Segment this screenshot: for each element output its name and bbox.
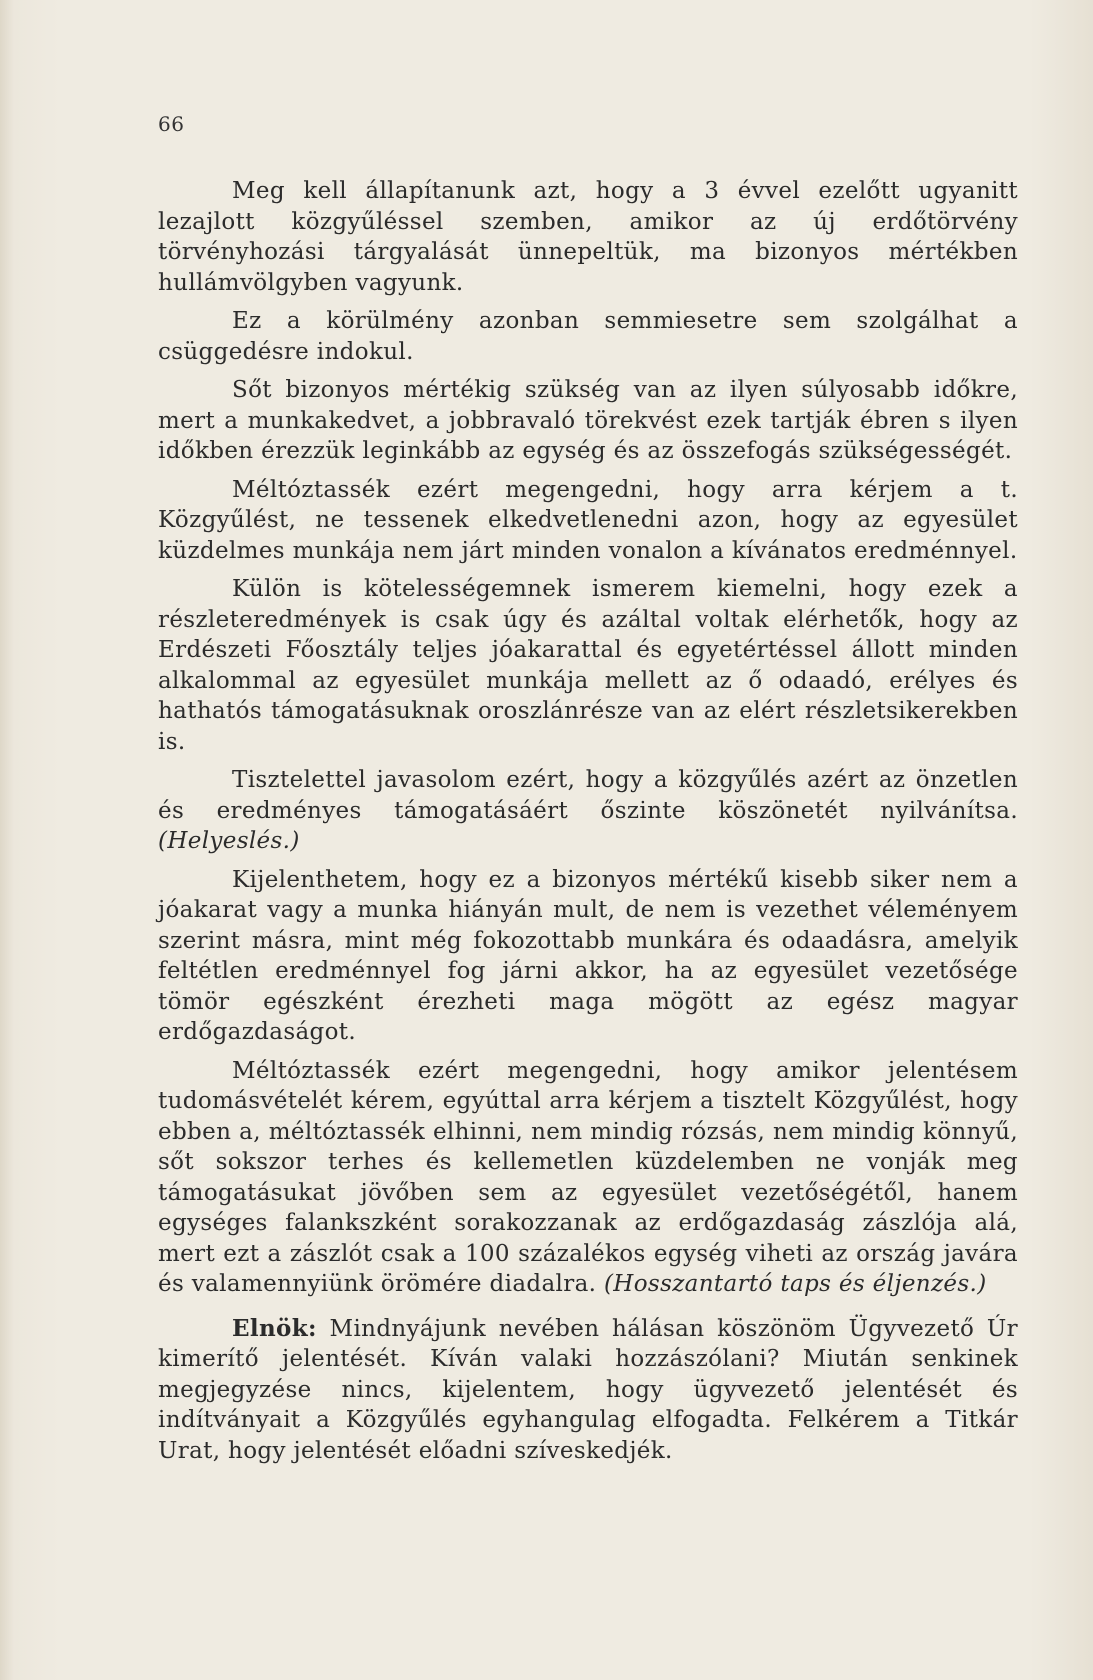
paragraph-9-text: Mindnyájunk nevében hálásan köszönöm Ügyvezető Úr kimerítő jelentését. Kíván valaki hozzászólani? Miután senkinek megjegyzése nincs, kijelentem, hogy ügyvezető jelentését és indítványait a Közgyűlés egyhangulag elfogadta. Felkérem a Titkár Urat, hogy jelentését előadni szíveskedjék.: [158, 1315, 1018, 1464]
paragraph-8-text: Méltóztassék ezért megengedni, hogy amikor jelentésem tudomásvételét kérem, egyúttal arra kérjem a tisztelt Közgyűlést, hogy ebben a, méltóztassék elhinni, nem mindig rózsás, nem mindig könnyű, sőt sokszor terhes és kellemetlen küzdelemben ne vonják meg támogatásukat jövőben sem az egyesület vezetőségétől, hanem egységes falankszként sorakozzanak az erdőgazdaság zászlója alá, mert ezt a zászlót csak a 100 százalékos egység viheti az ország javára és valamennyiünk örömére diadalra.: [158, 1057, 1018, 1297]
applause-note-1: (Helyeslés.): [158, 828, 300, 854]
applause-note-2: (Hosszantartó taps és éljenzés.): [603, 1271, 987, 1297]
paragraph-3: Sőt bizonyos mértékig szükség van az ilyen súlyosabb időkre, mert a munkakedvet, a jobbravaló törekvést ezek tartják ébren s ilyen időkben érezzük leginkább az egység és az összefogás szükségességét.: [158, 377, 1018, 464]
page-number: 66: [158, 112, 185, 136]
paragraph-4: Méltóztassék ezért megengedni, hogy arra kérjem a t. Közgyűlést, ne tessenek elkedvetlenedni azon, hogy az egyesület küzdelmes munkája nem járt minden vonalon a kívánatos eredménnyel.: [158, 476, 1018, 564]
paragraph-7: Kijelenthetem, hogy ez a bizonyos mértékű kisebb siker nem a jóakarat vagy a munka hiányán mult, de nem is vezethet véleményem szerint másra, mint még fokozottabb munkára és odaadásra, amelyik feltétlen eredménnyel fog járni akkor, ha az egyesület vezetősége tömör egészként érezheti maga mögött az egész magyar erdőgazdaságot.: [158, 866, 1018, 1045]
paragraph-8: [158, 1056, 1018, 1300]
paragraph-1: Meg kell állapítanunk azt, hogy a 3 évvel ezelőtt ugyanitt lezajlott közgyűléssel szemben, amikor az új erdőtörvény törvényhozási tárgyalását ünnepeltük, ma bizonyos mértékben hullámvölgyben vagyunk.: [158, 178, 1018, 296]
paragraph-5: Külön is kötelességemnek ismerem kiemelni, hogy ezek a részleteredmények is csak úgy és azáltal voltak elérhetők, hogy az Erdészeti Főosztály teljes jóakarattal és egyetértéssel állott minden alkalommal az egyesület munkája mellett az ő odaadó, erélyes és hathatós támogatásuknak oroszlánrésze van az elért részletsikerekben is.: [158, 576, 1018, 755]
body-text: [158, 176, 1018, 1466]
speaker-label: Elnök:: [232, 1314, 317, 1342]
paragraph-6: [158, 765, 1018, 857]
paragraph-6-text: Tisztelettel javasolom ezért, hogy a közgyűlés azért az önzetlen és eredményes támogatásáért őszinte köszönetét nyilvánítsa.: [158, 767, 1018, 824]
paragraph-2: Ez a körülmény azonban semmiesetre sem szolgálhat a csüggedésre indokul.: [158, 308, 1018, 365]
paragraph-9: [158, 1314, 1018, 1467]
